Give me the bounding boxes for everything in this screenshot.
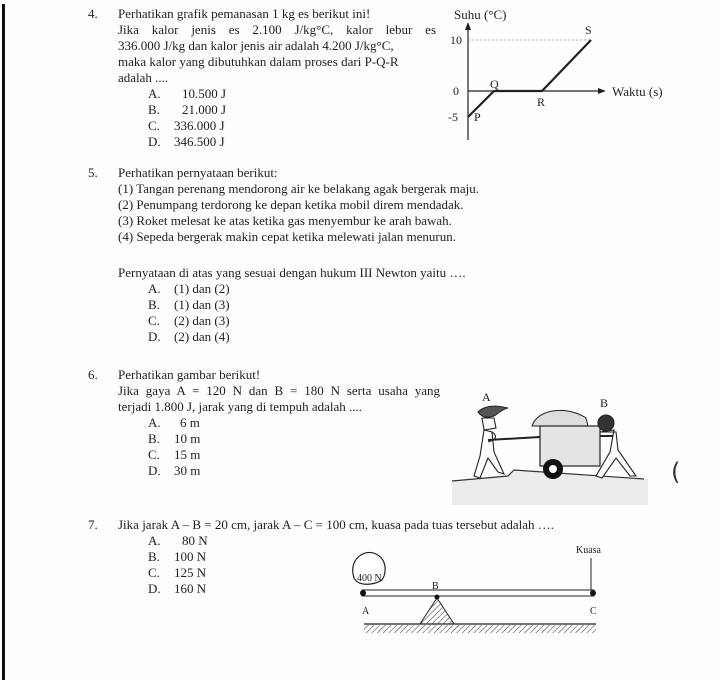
answer-option-a[interactable]: A. 6 m: [148, 415, 200, 430]
fulcrum-icon: [420, 598, 454, 624]
statement-3: (3) Roket melesat ke atas ketika gas menyembur ke arah bawah.: [118, 213, 452, 228]
answer-option-c[interactable]: C. 125 N: [148, 565, 207, 580]
force-a-label: A: [482, 390, 491, 404]
person-b-icon: [596, 415, 636, 478]
answer-option-d[interactable]: D. 160 N: [148, 581, 207, 596]
force-b-label: B: [600, 396, 609, 410]
question-text: Jika kalor jenis es 2.100 J/kg°C, kalor lebur es: [118, 22, 436, 37]
lever-beam: [362, 590, 594, 596]
question-text: Perhatikan pernyataan berikut:: [118, 165, 278, 180]
person-a-icon: [474, 406, 540, 478]
point-p-label: P: [474, 110, 481, 124]
cart-illustration: [448, 380, 648, 505]
point-r-label: R: [537, 95, 546, 109]
question-text: Perhatikan gambar berikut!: [118, 367, 261, 382]
statement-4: (4) Sepeda bergerak makin cepat ketika melewati jalan menurun.: [118, 229, 456, 244]
answer-option-c[interactable]: C. 336.000 J: [148, 118, 225, 133]
point-c-label: C: [590, 606, 597, 617]
question-text: Jika jarak A – B = 20 cm, jarak A – C = 100 cm, kuasa pada tuas tersebut adalah ….: [118, 517, 554, 532]
answer-option-a[interactable]: A. (1) dan (2): [148, 281, 230, 296]
answer-option-c[interactable]: C. 15 m: [148, 447, 201, 462]
answer-option-d[interactable]: D. 346.500 J: [148, 134, 225, 149]
answer-option-d[interactable]: D. (2) dan (4): [148, 329, 230, 344]
stray-bracket-mark: (: [671, 458, 681, 486]
heating-graph: [440, 0, 690, 140]
statement-1: (1) Tangan perenang mendorong air ke belakang agak bergerak maju.: [118, 181, 480, 196]
page-edge-border: [2, 4, 5, 680]
x-axis-label: Waktu (s): [612, 84, 663, 99]
point-a-label: A: [362, 606, 370, 617]
y-axis-label: Suhu (°C): [454, 7, 507, 22]
answer-option-a[interactable]: A. 80 N: [148, 533, 208, 548]
question-text: 336.000 J/kg dan kalor jenis air adalah 4.200 J/kg°C,: [118, 38, 394, 53]
statement-2: (2) Penumpang terdorong ke depan ketika mobil direm mendadak.: [118, 197, 464, 212]
answer-option-d[interactable]: D. 30 m: [148, 463, 201, 478]
question-number: 6.: [88, 367, 98, 382]
question-text: terjadi 1.800 J, jarak yang di tempuh adalah ....: [118, 399, 363, 414]
y-tick-neg5: -5: [448, 110, 458, 124]
y-tick-10: 10: [450, 33, 462, 47]
answer-option-b[interactable]: B. 10 m: [148, 431, 201, 446]
answer-option-b[interactable]: B. (1) dan (3): [148, 297, 230, 312]
question-text: Jika gaya A = 120 N dan B = 180 N serta usaha yang: [118, 383, 440, 398]
question-number: 7.: [88, 517, 98, 532]
point-q-label: Q: [490, 77, 499, 91]
answer-option-b[interactable]: B. 21.000 J: [148, 102, 227, 117]
answer-option-b[interactable]: B. 100 N: [148, 549, 207, 564]
question-text: Perhatikan grafik pemanasan 1 kg es berikut ini!: [118, 6, 371, 21]
load-label: 400 N: [357, 573, 382, 584]
answer-option-a[interactable]: A. 10.500 J: [148, 86, 227, 101]
y-tick-0: 0: [453, 84, 459, 98]
lever-diagram: [340, 540, 620, 640]
question-text: adalah ....: [118, 70, 169, 85]
question-text: maka kalor yang dibutuhkan dalam proses dari P-Q-R: [118, 54, 399, 69]
answer-option-c[interactable]: C. (2) dan (3): [148, 313, 230, 328]
force-label: Kuasa: [576, 545, 601, 556]
question-number: 5.: [88, 165, 98, 180]
point-b-label: B: [432, 581, 439, 592]
question-number: 4.: [88, 6, 98, 21]
point-s-label: S: [585, 23, 592, 37]
question-prompt: Pernyataan di atas yang sesuai dengan hukum III Newton yaitu ….: [118, 265, 466, 280]
